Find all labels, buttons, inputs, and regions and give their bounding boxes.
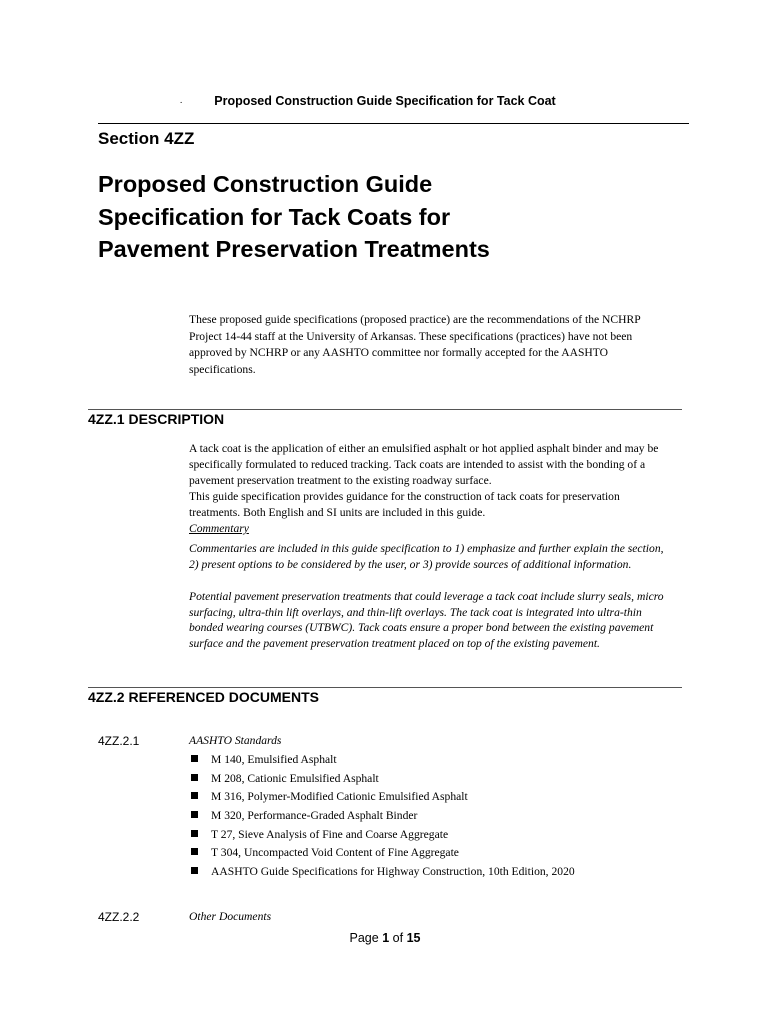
page-number-footer — [0, 931, 770, 945]
description-paragraph: A tack coat is the application of either an emulsified asphalt or hot applied asphalt binder and may be specifically formulated to reduced tracking. Tack coats are intended to assist with the bonding of a pavement preservation treatment to the existing roadway surface. — [189, 442, 659, 487]
description-heading: 4ZZ.1 DESCRIPTION — [88, 411, 225, 427]
page-word: Page — [349, 931, 379, 945]
list-item — [191, 807, 575, 826]
section-label: Section 4ZZ — [98, 129, 195, 148]
square-bullet-icon — [191, 755, 198, 762]
square-bullet-icon — [191, 867, 198, 874]
standard-reference: AASHTO Guide Specifications for Highway Construction, 10th Edition, 2020 — [211, 865, 575, 879]
subsection-number: 4ZZ.2.2 — [98, 910, 140, 924]
subsection-number: 4ZZ.2.1 — [98, 734, 140, 748]
standard-reference: M 316, Polymer-Modified Cationic Emulsified Asphalt — [211, 790, 468, 804]
section-rule — [88, 687, 682, 688]
list-item — [191, 751, 575, 770]
square-bullet-icon — [191, 811, 198, 818]
list-item — [191, 826, 575, 845]
running-header: Proposed Construction Guide Specification for Tack Coat — [214, 94, 556, 108]
list-item — [191, 770, 575, 789]
current-page: 1 — [382, 931, 390, 945]
square-bullet-icon — [191, 774, 198, 781]
list-item — [191, 844, 575, 863]
square-bullet-icon — [191, 830, 198, 837]
standard-reference: M 140, Emulsified Asphalt — [211, 753, 337, 766]
section-rule — [88, 409, 682, 410]
standard-reference: M 320, Performance-Graded Asphalt Binder — [211, 809, 418, 823]
total-pages: 15 — [406, 931, 421, 945]
list-item — [191, 788, 575, 807]
subsection-title: AASHTO Standards — [189, 734, 282, 747]
commentary-label: Commentary — [189, 522, 249, 535]
of-word: of — [392, 931, 404, 945]
description-paragraph: This guide specification provides guidance for the construction of tack coats for preservation treatments. Both English and SI units are included in this guide. — [189, 490, 620, 519]
header-rule — [98, 123, 689, 124]
document-title: Proposed Construction Guide Specification for Tack Coats for Pavement Preservation Treatments — [98, 171, 490, 262]
header-mark: . — [180, 95, 183, 105]
intro-paragraph: These proposed guide specifications (proposed practice) are the recommendations of the NCHRP Project 14-44 staff at the University of Arkansas. These specifications (practices) have not been approved by NCHRP or any AASHTO committee nor formally accepted for the AASHTO specifications. — [189, 313, 641, 376]
square-bullet-icon — [191, 792, 198, 799]
square-bullet-icon — [191, 848, 198, 855]
subsection-title: Other Documents — [189, 910, 272, 923]
referenced-documents-heading: 4ZZ.2 REFERENCED DOCUMENTS — [88, 689, 320, 705]
standard-reference: T 27, Sieve Analysis of Fine and Coarse Aggregate — [211, 827, 449, 841]
commentary-paragraph: Potential pavement preservation treatments that could leverage a tack coat include slurry seals, micro surfacing, ultra-thin lift overlays, and thin-lift overlays. The tack coat is integrated into ultra-thin bonded wearing courses (UTBWC). Tack coats ensure a proper bond between the existing pavement surface and the pavement preservation treatment placed on top of the existing pavement. — [189, 590, 664, 650]
commentary-paragraph: Commentaries are included in this guide specification to 1) emphasize and further explain the section, 2) present options to be considered by the user, or 3) provide sources of additional information. — [189, 542, 664, 571]
standards-list — [191, 751, 575, 882]
list-item — [191, 863, 575, 882]
standard-reference: T 304, Uncompacted Void Content of Fine Aggregate — [211, 846, 459, 860]
standard-reference: M 208, Cationic Emulsified Asphalt — [211, 771, 379, 785]
